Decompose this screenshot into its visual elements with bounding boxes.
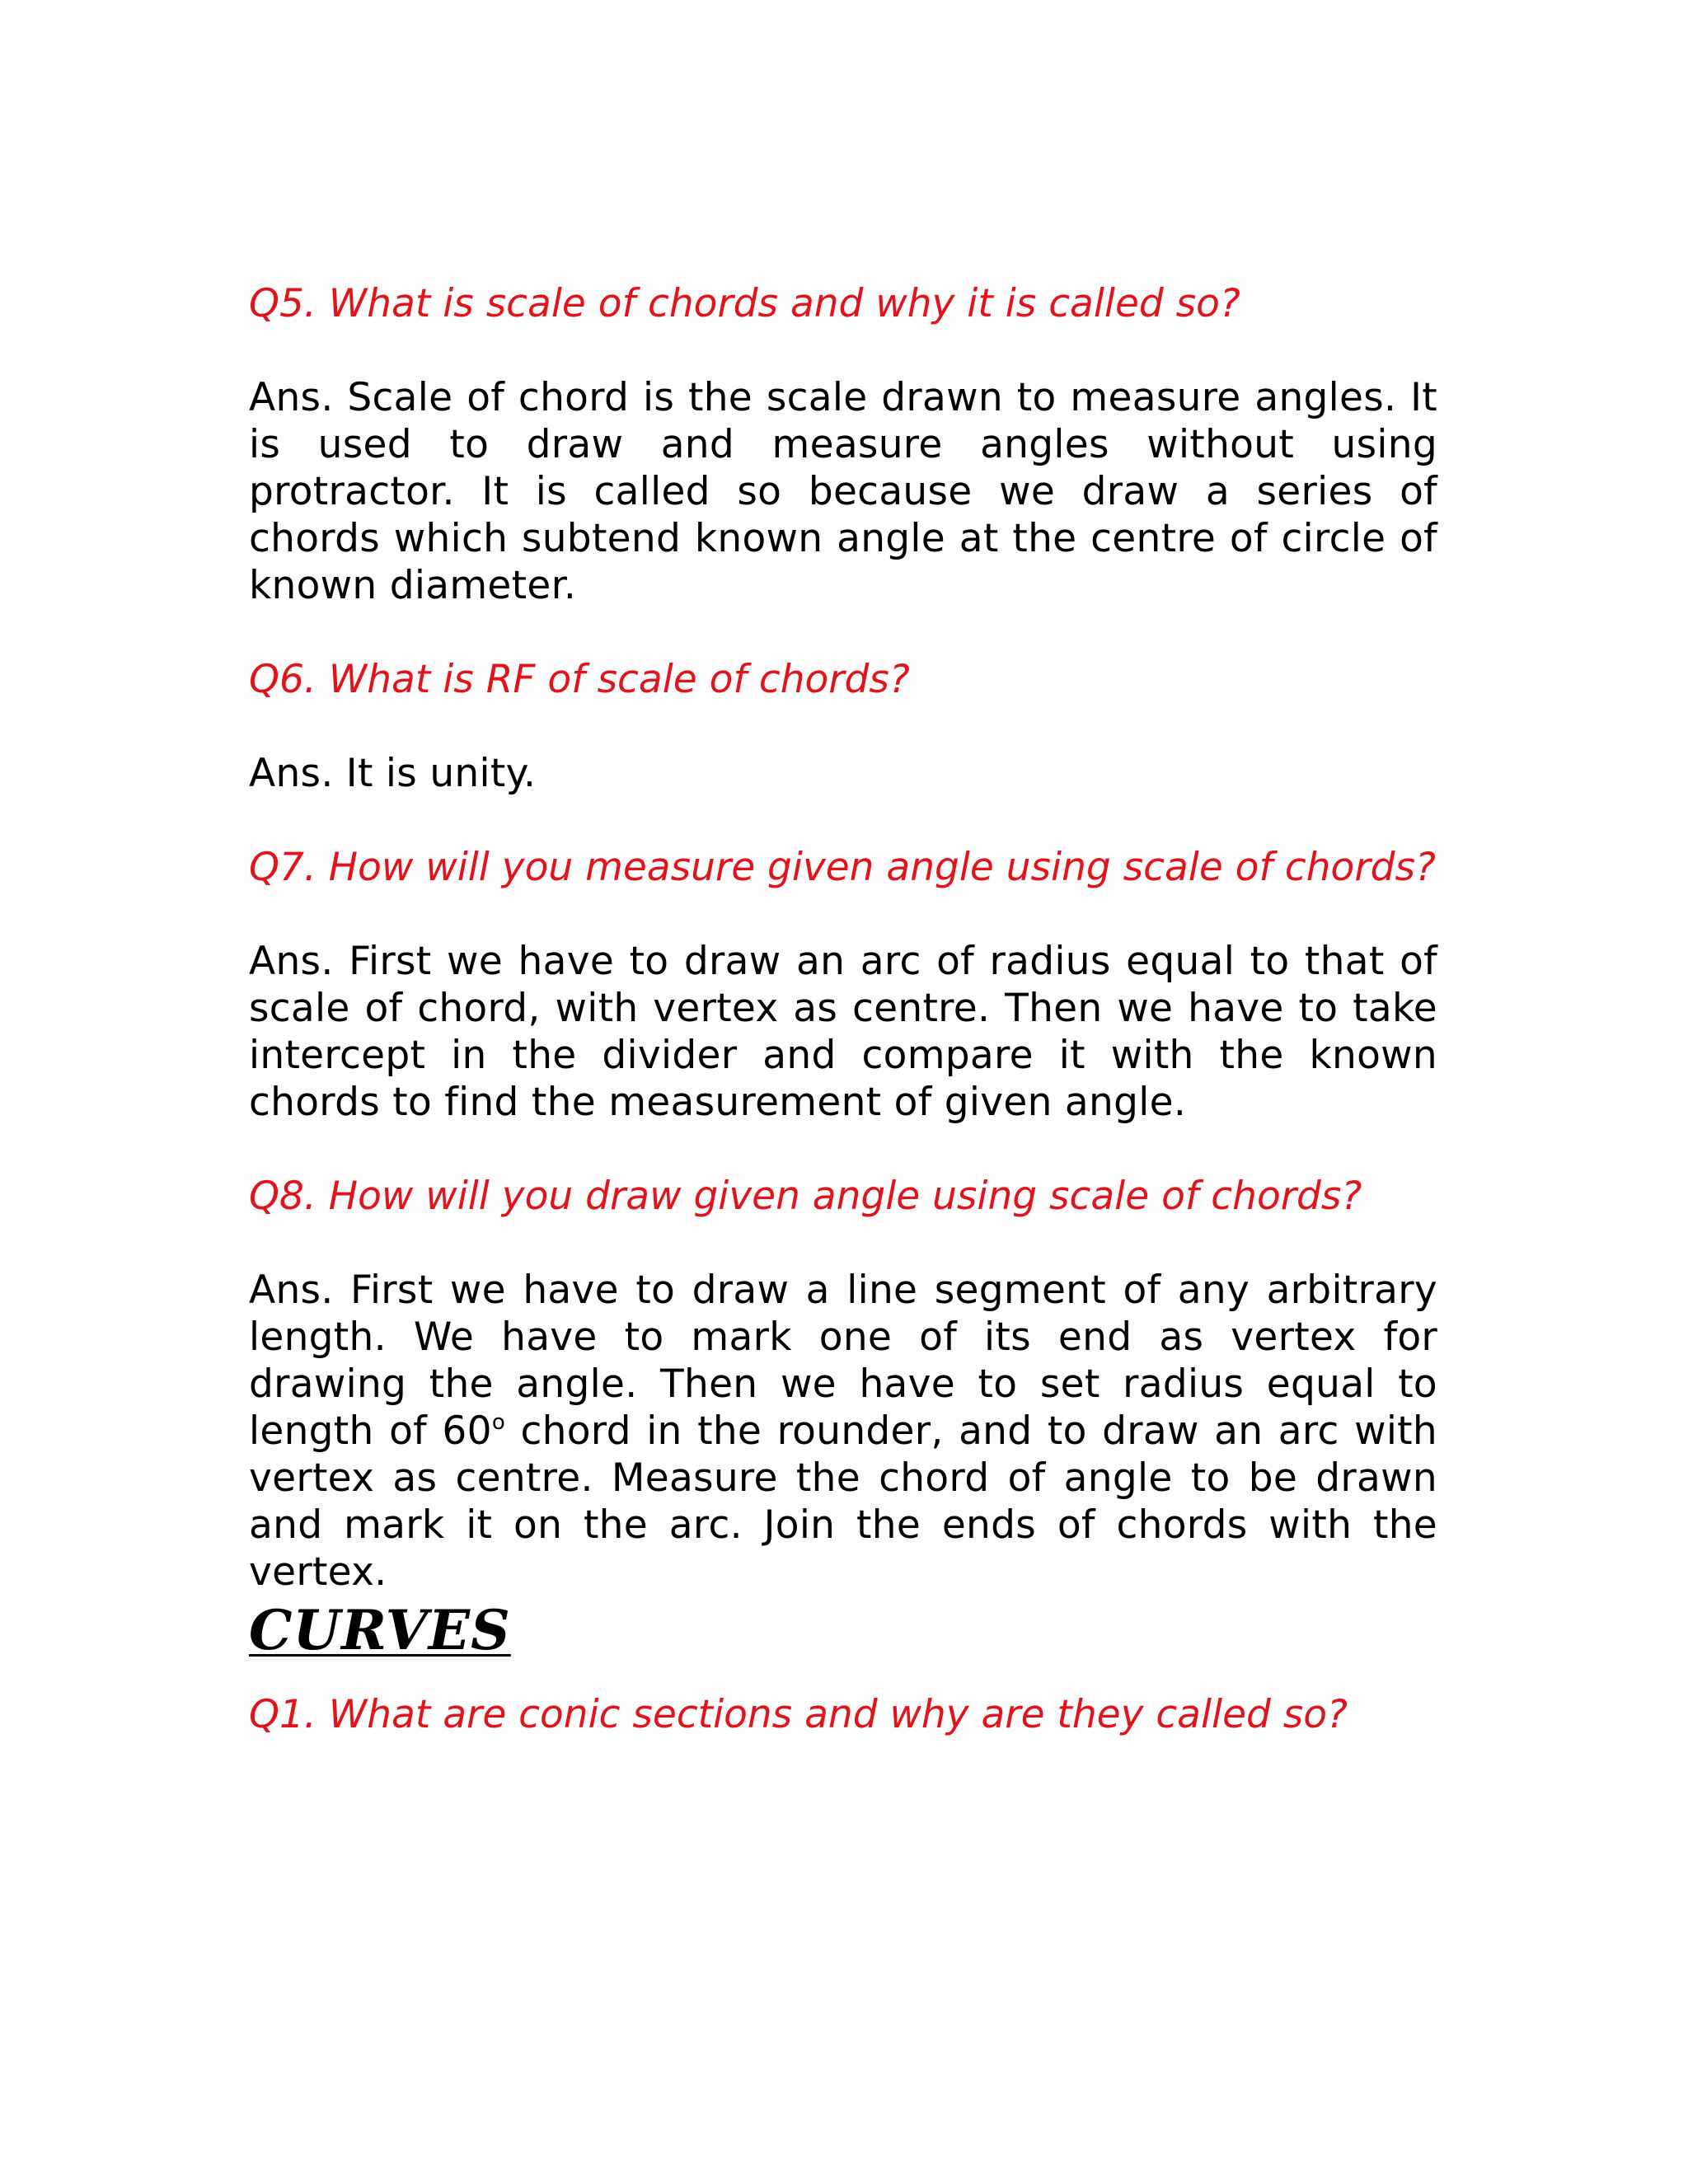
- question-q6: Q6. What is RF of scale of chords?: [249, 657, 910, 702]
- question-q1: Q1. What are conic sections and why are they called so?: [249, 1692, 1348, 1737]
- answer-q7: Ans. First we have to draw an arc of radius equal to that of scale of chord, with vertex as centre. Then we have to take intercept in the divider and compare it with the known chords to find the measurement of given angle.: [249, 939, 1437, 1125]
- spacer: [249, 1663, 1437, 1691]
- question-q7: Q7. How will you measure given angle using scale of chords?: [249, 845, 1436, 890]
- answer-q8-part1: Ans. First we have to draw a line segment of any arbitrary length. We have to mark one of its end as vertex for drawing the angle. Then we have to set radius equal to length of 60: [249, 1268, 1437, 1454]
- spacer: [249, 609, 1437, 656]
- answer-q8: [249, 1267, 1437, 1596]
- document-page: [249, 280, 1437, 1738]
- spacer: [249, 1220, 1437, 1267]
- answer-q6: Ans. It is unity.: [249, 751, 537, 796]
- answer-q5: Ans. Scale of chord is the scale drawn to measure angles. It is used to draw and measure angles without using protractor. It is called so because we draw a series of chords which subtend known angle at the centre of circle of known diameter.: [249, 375, 1437, 608]
- spacer: [249, 1126, 1437, 1173]
- spacer: [249, 797, 1437, 844]
- degree-symbol: o: [491, 1410, 506, 1435]
- question-q8: Q8. How will you draw given angle using scale of chords?: [249, 1174, 1362, 1219]
- section-heading-curves: CURVES: [249, 1598, 511, 1662]
- spacer: [249, 327, 1437, 374]
- spacer: [249, 703, 1437, 750]
- answer-q8-part2: chord in the rounder, and to draw an arc with vertex as centre. Measure the chord of angle to be drawn and mark it on the arc. Join the ends of chords with the vertex.: [249, 1408, 1437, 1595]
- spacer: [249, 891, 1437, 938]
- question-q5: Q5. What is scale of chords and why it is called so?: [249, 281, 1240, 326]
